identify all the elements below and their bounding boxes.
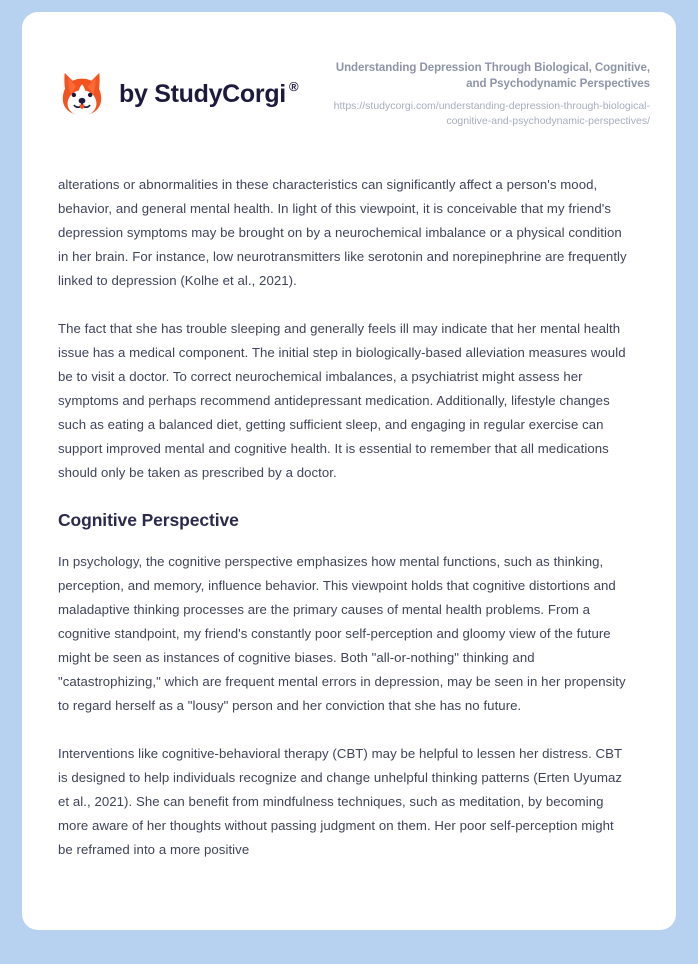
registered-trademark-icon: ® — [288, 78, 299, 94]
document-meta — [298, 60, 650, 129]
document-title: Understanding Depression Through Biological, Cognitive, and Psychodynamic Perspectives — [335, 62, 650, 91]
heading-cognitive-perspective: Cognitive Perspective — [58, 510, 239, 531]
brand-logo-group[interactable] — [58, 60, 298, 118]
document-header — [22, 12, 676, 129]
paragraph-medical-component: The fact that she has trouble sleeping and generally feels ill may indicate that her mental health issue has a medical component. The initial step in biologically-based alleviation measures would be to visit a doctor. To correct neurochemical imbalances, a psychiatrist might assess her symptoms and perhaps recommend antidepressant medication. Additionally, lifestyle changes such as eating a balanced diet, getting sufficient sleep, and engaging in regular exercise can support improved mental and cognitive health. It is essential to remember that all medications should only be taken as prescribed by a doctor. — [58, 321, 626, 481]
document-page-card — [22, 12, 676, 930]
paragraph-biological-continued: alterations or abnormalities in these characteristics can significantly affect a person's mood, behavior, and general mental health. In light of this viewpoint, it is conceivable that my friend's depression symptoms may be brought on by a neurochemical imbalance or a physical condition in her brain. For instance, low neurotransmitters like serotonin and norepinephrine are frequently linked to depression (Kolhe et al., 2021). — [58, 177, 627, 289]
header-content-spacer — [22, 129, 676, 173]
brand-wordmark — [119, 78, 299, 108]
corgi-head-icon — [58, 70, 106, 118]
brand-name-text: by StudyCorgi — [119, 79, 286, 108]
paragraph-cbt-interventions: Interventions like cognitive-behavioral therapy (CBT) may be helpful to lessen her distress. CBT is designed to help individuals recognize and change unhelpful thinking patterns (Erten Uyumaz et al., 2021). She can benefit from mindfulness techniques, such as meditation, by becoming more aware of her thoughts without passing judgment on them. Her poor self-perception might be reframed into a more positive — [58, 746, 623, 858]
paragraph-cognitive-overview: In psychology, the cognitive perspective emphasizes how mental functions, such as thinking, perception, and memory, influence behavior. This viewpoint holds that cognitive distortions and maladaptive thinking processes are the primary causes of mental health problems. From a cognitive standpoint, my friend's constantly poor self-perception and gloomy view of the future might be seen as instances of cognitive biases. Both "all-or-nothing" thinking and "catastrophizing," which are frequent mental errors in depression, may be seen in her propensity to regard herself as a "lousy" person and her conviction that she has no future. — [58, 554, 626, 714]
document-body — [22, 173, 676, 862]
document-url[interactable]: https://studycorgi.com/understanding-depression-through-biological-cognitive-and-psychodynamic-perspectives/ — [333, 99, 650, 127]
